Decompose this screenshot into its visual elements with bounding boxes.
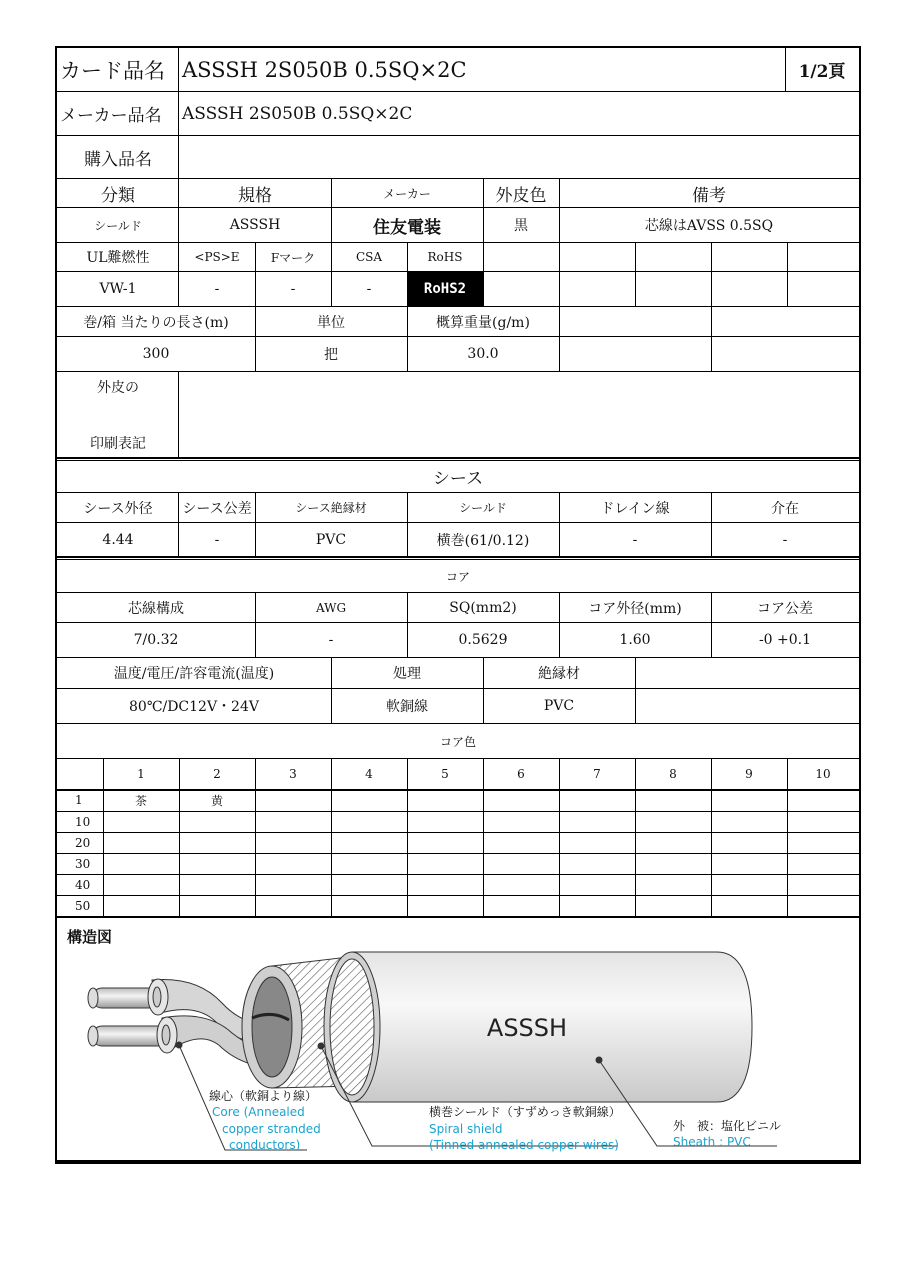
color-col-header: 1 xyxy=(137,767,145,781)
color-col-header: 5 xyxy=(441,767,449,781)
color-cell xyxy=(255,789,331,811)
maker-name-label: メーカー品名 xyxy=(60,106,162,126)
color-cell xyxy=(559,895,635,917)
sheath-tol-header: シース公差 xyxy=(182,500,252,517)
print-label-1: 外皮の xyxy=(97,380,139,396)
color-cell xyxy=(635,853,711,874)
color-cell xyxy=(331,853,407,874)
color-col-header: 4 xyxy=(365,767,373,781)
spec-sheet xyxy=(55,46,861,1164)
core-caption-jp: 線心（軟銅より線） xyxy=(209,1089,318,1103)
shield-header: シールド xyxy=(459,501,507,515)
fmark-value: - xyxy=(290,281,296,297)
color-cell xyxy=(407,832,483,853)
shield-caption-jp: 横巻シールド（すずめっき軟銅線） xyxy=(429,1105,621,1119)
color-row-label: 40 xyxy=(75,877,91,892)
csa-header: CSA xyxy=(355,250,383,264)
awg-header: AWG xyxy=(315,600,347,615)
color-cell xyxy=(255,811,331,832)
note-value: 芯線はAVSS 0.5SQ xyxy=(644,218,774,234)
diagram-title: 構造図 xyxy=(67,927,113,946)
sheath-caption-en: Sheath : PVC xyxy=(673,1135,751,1149)
pse-value: - xyxy=(214,281,220,297)
color-row-label: 10 xyxy=(75,814,91,829)
color-col-header: 10 xyxy=(815,767,831,781)
maker-value: 住友電装 xyxy=(373,217,441,238)
color-cell xyxy=(103,853,179,874)
card-name-label: カード品名 xyxy=(60,58,165,83)
awg-value: - xyxy=(328,632,334,648)
color-cell xyxy=(635,874,711,895)
shield-caption-en-2: (Tinned annealed copper wires) xyxy=(429,1138,619,1152)
rohs-badge: RoHS2 xyxy=(407,272,483,306)
ins-value: PVC xyxy=(543,698,575,714)
color-cell xyxy=(483,853,559,874)
color-cell xyxy=(559,853,635,874)
core-tol-value: -0 +0.1 xyxy=(758,632,812,648)
color-cell xyxy=(103,895,179,917)
color-cell xyxy=(483,832,559,853)
color-row-label: 1 xyxy=(75,793,83,807)
color-cell xyxy=(331,789,407,811)
sheath-od-value: 4.44 xyxy=(102,531,134,548)
color-cell xyxy=(635,832,711,853)
color-cell xyxy=(255,832,331,853)
color-col-header: 8 xyxy=(669,767,677,781)
color-cell xyxy=(483,789,559,811)
color-cell xyxy=(559,789,635,811)
drain-value: - xyxy=(632,531,638,548)
sheath-tol-value: - xyxy=(214,531,220,548)
color-cell xyxy=(103,832,179,853)
color-cell xyxy=(407,789,483,811)
color-cell xyxy=(711,789,787,811)
color-cell xyxy=(103,874,179,895)
color-cell xyxy=(711,832,787,853)
color-cell xyxy=(255,853,331,874)
core-cons-header: 芯線構成 xyxy=(128,600,184,617)
csa-value: - xyxy=(366,281,372,297)
core-caption-en-2: copper stranded xyxy=(222,1122,321,1136)
color-cell xyxy=(559,811,635,832)
cable-print-text: ASSSH xyxy=(486,1014,568,1042)
color-cell xyxy=(255,895,331,917)
purchase-name-value xyxy=(179,136,859,178)
color-cell xyxy=(179,895,255,917)
ins-header: 絶縁材 xyxy=(538,666,580,682)
core-tol-header: コア公差 xyxy=(757,600,813,617)
class-value: シールド xyxy=(94,218,142,233)
color-cell xyxy=(331,832,407,853)
color-cell xyxy=(635,895,711,917)
sheath-title: シース xyxy=(432,469,484,489)
color-cell xyxy=(407,895,483,917)
temp-header: 温度/電圧/許容電流(温度) xyxy=(113,666,275,682)
color-cell xyxy=(711,874,787,895)
color-cell xyxy=(787,874,859,895)
color-value: 黒 xyxy=(514,218,528,234)
color-cell xyxy=(407,874,483,895)
purchase-name-label: 購入品名 xyxy=(84,149,152,170)
color-cell xyxy=(711,853,787,874)
color-cell xyxy=(179,811,255,832)
color-cell xyxy=(711,811,787,832)
color-cell xyxy=(407,853,483,874)
drain-header: ドレイン線 xyxy=(600,500,670,517)
standard-header: 規格 xyxy=(238,185,272,206)
color-col-header: 2 xyxy=(213,767,221,781)
filler-value: - xyxy=(782,531,788,548)
color-col-header: 6 xyxy=(517,767,525,781)
shield-caption-en-1: Spiral shield xyxy=(429,1122,503,1136)
color-cell xyxy=(711,895,787,917)
color-cell: 茶 xyxy=(134,793,147,808)
core-title: コア xyxy=(445,569,470,584)
maker-header: メーカー xyxy=(383,186,431,201)
weight-header: 概算重量(g/m) xyxy=(436,314,530,331)
color-cell xyxy=(331,811,407,832)
color-cell xyxy=(331,874,407,895)
color-cell xyxy=(179,874,255,895)
filler-header: 介在 xyxy=(771,500,799,517)
sheath-ins-header: シース絶縁材 xyxy=(295,501,367,515)
color-header: 外皮色 xyxy=(495,185,547,206)
core-od-value: 1.60 xyxy=(619,632,651,648)
ul-value: VW-1 xyxy=(99,281,137,297)
color-col-header: 9 xyxy=(745,767,753,781)
color-cell xyxy=(255,874,331,895)
color-cell xyxy=(787,895,859,917)
weight-value: 30.0 xyxy=(467,346,499,362)
standard-value: ASSSH xyxy=(229,217,281,233)
core-color-table xyxy=(57,759,859,917)
color-col-header: 7 xyxy=(593,767,601,781)
color-cell xyxy=(635,789,711,811)
color-cell xyxy=(559,874,635,895)
maker-name-value: ASSSH 2S050B 0.5SQ×2C xyxy=(182,103,413,124)
sq-value: 0.5629 xyxy=(458,632,508,648)
color-cell xyxy=(787,853,859,874)
print-value xyxy=(179,372,859,458)
rohs-header: RoHS xyxy=(427,250,463,264)
length-header: 巻/箱 当たりの長さ(m) xyxy=(83,314,229,331)
color-cell xyxy=(331,895,407,917)
color-cell xyxy=(103,811,179,832)
color-cell xyxy=(179,832,255,853)
color-cell xyxy=(787,789,859,811)
core-color-title: コア色 xyxy=(439,734,476,749)
treat-header: 処理 xyxy=(393,666,421,682)
color-cell xyxy=(483,811,559,832)
color-row-label: 20 xyxy=(75,835,91,850)
structure-diagram xyxy=(57,918,859,1162)
color-cell xyxy=(559,832,635,853)
print-label-2: 印刷表記 xyxy=(90,436,146,452)
core-cons-value: 7/0.32 xyxy=(133,632,179,648)
color-cell xyxy=(483,874,559,895)
unit-value: 把 xyxy=(324,347,338,363)
color-cell xyxy=(635,811,711,832)
color-cell: 黄 xyxy=(210,793,223,808)
core-od-header: コア外径(mm) xyxy=(588,600,682,617)
unit-header: 単位 xyxy=(317,314,345,331)
sheath-od-header: シース外径 xyxy=(83,500,153,517)
ul-header: UL難燃性 xyxy=(86,250,150,266)
pse-header: <PS>E xyxy=(194,250,240,264)
class-header: 分類 xyxy=(101,185,135,206)
color-cell xyxy=(179,853,255,874)
color-col-header: 3 xyxy=(289,767,297,781)
sheath-caption-jp: 外 被：塩化ビニル xyxy=(673,1119,782,1133)
treat-value: 軟銅線 xyxy=(386,699,428,715)
shield-value: 横巻(61/0.12) xyxy=(436,532,530,549)
color-row-label: 50 xyxy=(75,899,91,913)
sq-header: SQ(mm2) xyxy=(449,599,517,616)
fmark-header: Fマーク xyxy=(270,250,316,265)
temp-value: 80℃/DC12V・24V xyxy=(129,699,259,715)
page-number: 1/2頁 xyxy=(798,62,846,82)
color-cell xyxy=(407,811,483,832)
color-cell xyxy=(787,832,859,853)
core-caption-en-3: conductors) xyxy=(229,1138,301,1152)
note-header: 備考 xyxy=(692,185,726,206)
color-cell xyxy=(483,895,559,917)
card-name-value: ASSSH 2S050B 0.5SQ×2C xyxy=(182,57,467,82)
color-row-label: 30 xyxy=(75,856,91,871)
color-cell xyxy=(787,811,859,832)
length-value: 300 xyxy=(142,346,170,362)
sheath-ins-value: PVC xyxy=(315,531,347,548)
core-caption-en-1: Core (Annealed xyxy=(212,1105,305,1119)
